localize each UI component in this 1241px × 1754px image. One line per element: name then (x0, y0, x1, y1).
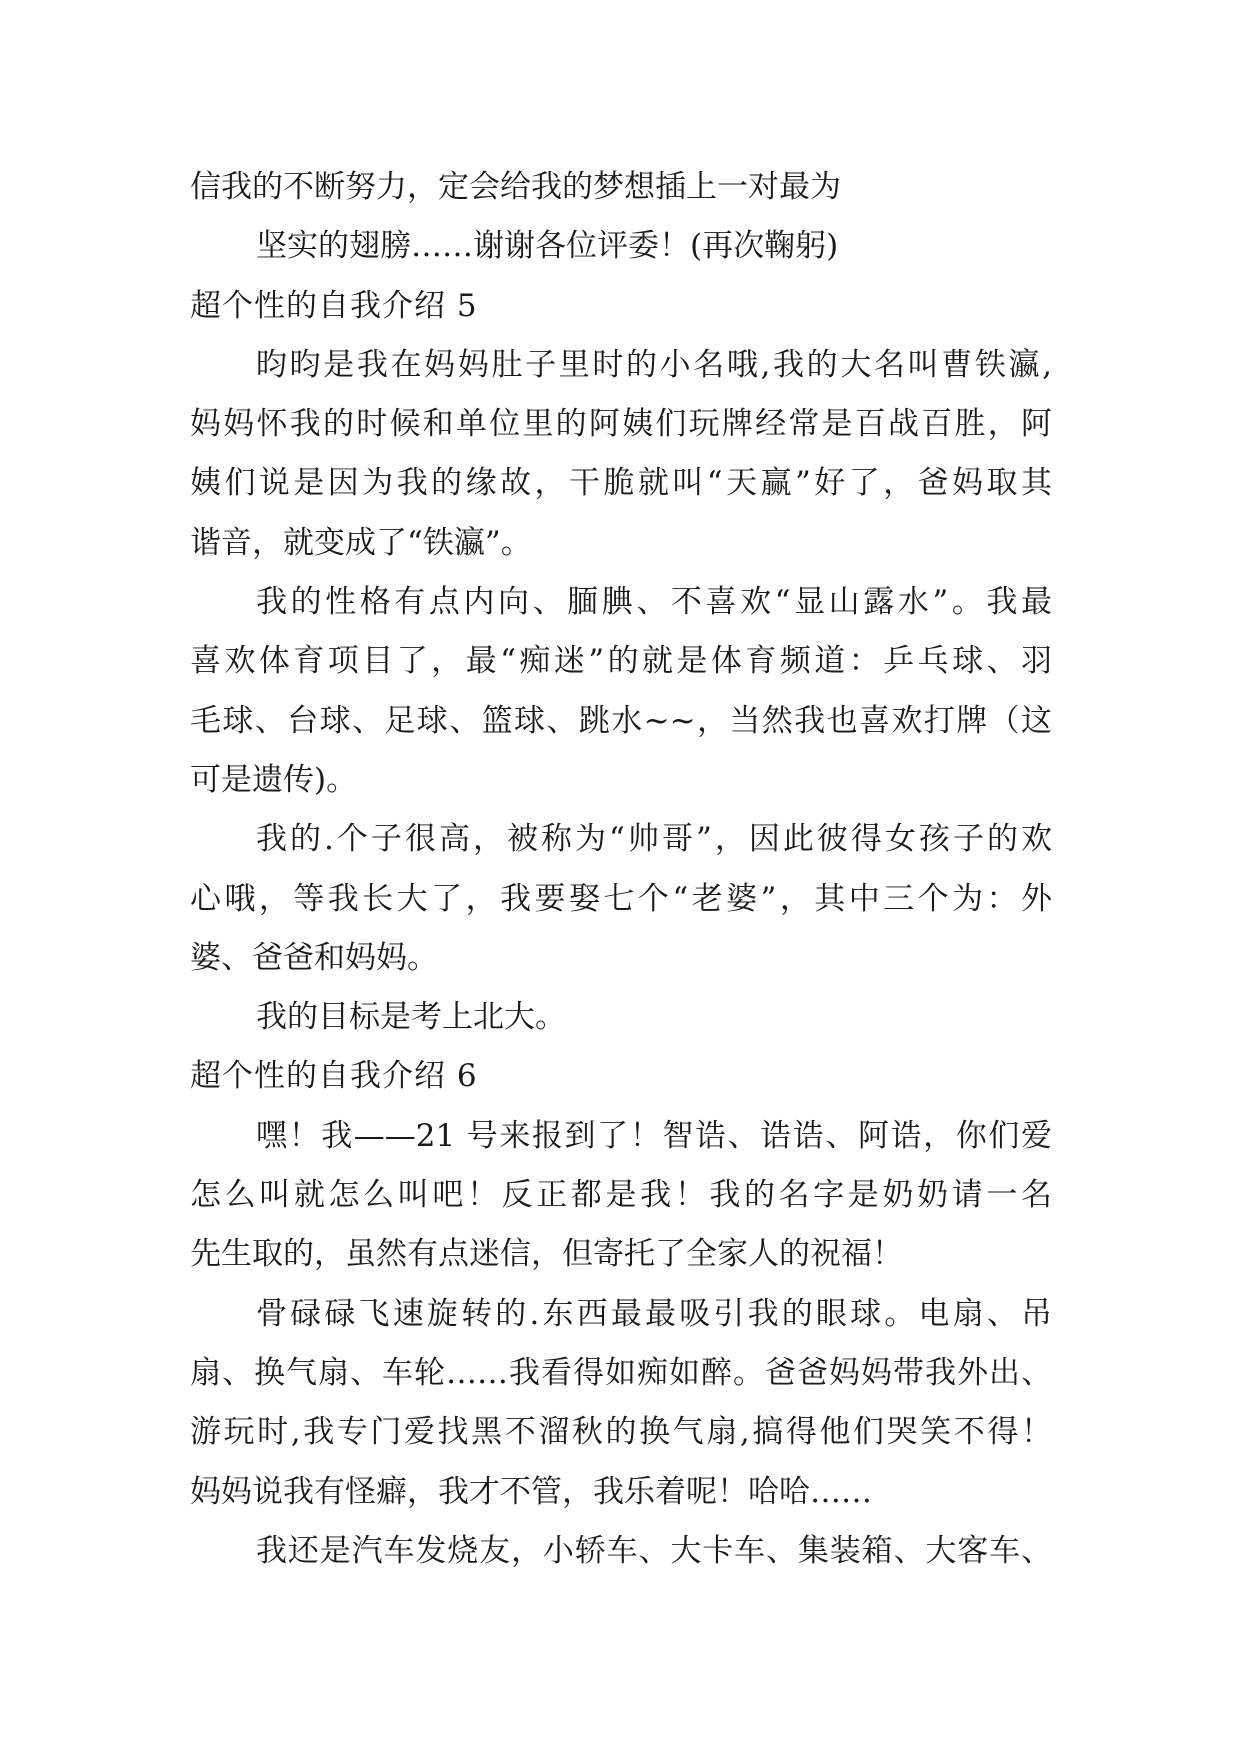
text-line: 我还是汽车发烧友，小轿车、大卡车、集装箱、大客车、 (256, 1532, 1052, 1569)
text-line: 扇、换气扇、车轮……我看得如痴如醉。爸爸妈妈带我外出、 (190, 1354, 1052, 1391)
document-body (190, 158, 1052, 1581)
text-line: 姨们说是因为我的缘故，干脆就叫“天赢”好了，爸妈取其 (190, 465, 1052, 502)
text-line: 谐音，就变成了“铁瀛”。 (190, 524, 532, 561)
section-heading: 超个性的自我介绍 6 (190, 1058, 478, 1095)
text-line: 昀昀是我在妈妈肚子里时的小名哦,我的大名叫曹铁瀛, (256, 346, 1052, 383)
text-line: 先生取的，虽然有点迷信，但寄托了全家人的祝福！ (190, 1236, 903, 1273)
text-line: 信我的不断努力，定会给我的梦想插上一对最为 (190, 169, 841, 205)
text-line: 妈妈说我有怪癖，我才不管，我乐着呢！哈哈…… (190, 1473, 872, 1510)
text-line: 怎么叫就怎么叫吧！反正都是我！我的名字是奶奶请一名 (190, 1177, 1052, 1214)
text-line: 可是遗传)。 (190, 761, 358, 798)
text-line: 嘿！我——21 号来报到了！智诰、诰诰、阿诰，你们爱 (256, 1117, 1052, 1154)
text-line: 骨碌碌飞速旋转的.东西最最吸引我的眼球。电扇、吊 (256, 1295, 1052, 1332)
section-heading: 超个性的自我介绍 5 (190, 287, 478, 324)
text-line: 我的.个子很高，被称为“帅哥”，因此彼得女孩子的欢 (256, 821, 1052, 858)
text-line: 我的性格有点内向、腼腆、不喜欢“显山露水”。我最 (256, 584, 1052, 621)
text-line: 心哦，等我长大了，我要娶七个“老婆”，其中三个为：外 (190, 880, 1052, 917)
text-line: 婆、爸爸和妈妈。 (190, 939, 438, 976)
text-line: 坚实的翅膀……谢谢各位评委！(再次鞠躬) (256, 228, 839, 265)
text-line: 我的目标是考上北大。 (256, 999, 566, 1036)
text-line: 游玩时,我专门爱找黑不溜秋的换气扇,搞得他们哭笑不得！ (190, 1414, 1052, 1451)
text-line: 毛球、台球、足球、篮球、跳水~~，当然我也喜欢打牌（这 (190, 702, 1052, 739)
text-line: 妈妈怀我的时候和单位里的阿姨们玩牌经常是百战百胜，阿 (190, 406, 1052, 443)
text-line: 喜欢体育项目了，最“痴迷”的就是体育频道：乒乓球、羽 (190, 643, 1052, 680)
